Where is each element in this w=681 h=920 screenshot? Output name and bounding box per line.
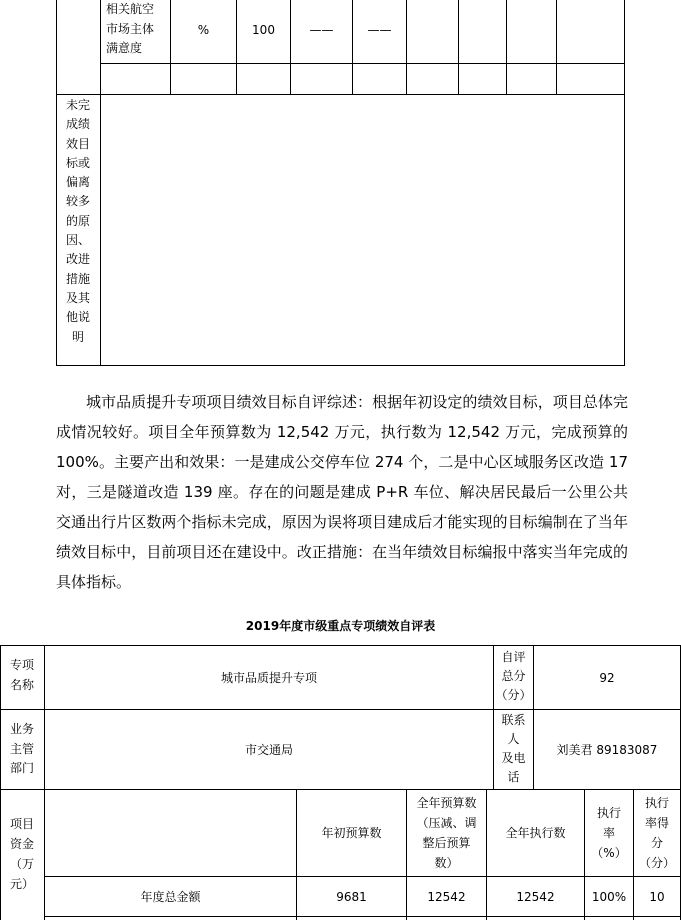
self-score-label: 自评 总分 （分） — [495, 650, 532, 702]
row-label-annual-total: 年度总金额 — [140, 889, 201, 904]
contact-label: 联系 人 及电 话 — [501, 713, 526, 784]
row-initial-budget: 9681 — [336, 889, 367, 904]
funds-label: 项目 资金 （万 元） — [9, 817, 34, 891]
dept: 市交通局 — [244, 742, 293, 757]
row-exec-score: 10 — [649, 889, 665, 904]
indicator-col4: —— — [309, 23, 334, 37]
indicator-name: 相关航空 市场主体 满意度 — [106, 2, 155, 55]
row-annual-exec: 12542 — [516, 889, 555, 904]
header-exec-rate: 执行 率 （%） — [591, 806, 627, 860]
summary-paragraph: 城市品质提升专项项目绩效目标自评综述：根据年初设定的绩效目标，项目总体完成情况较好。项目全年预算数为 12,542 万元，执行数为 12,542 万元，完成预算的 100%。主要产出和效果：一是建成公交停车位 274 个，二是中心区域服务区改造 17 对，三是隧道改造 139 座。存在的问题是建成 P+R 车位、解决居民最后一公里公共交通出行片区数两个指标未完成，原因为误将项目建成后才能实现的目标编制在了当年绩效目标中，目前项目还在建设中。改正措施：在当年绩效目标编报中落实当年完成的具体指标。 — [56, 393, 628, 591]
header-annual-budget: 全年预算数 （压减、调 整后预算 数） — [416, 796, 477, 870]
self-score: 92 — [599, 670, 615, 685]
header-exec-score: 执行 率得 分 （分） — [638, 796, 675, 870]
row-exec-rate: 100% — [591, 889, 627, 904]
indicator-col5: —— — [367, 23, 392, 37]
header-annual-exec: 全年执行数 — [505, 826, 566, 840]
contact: 刘美君 89183087 — [556, 742, 658, 757]
dept-label: 业务 主管 部门 — [9, 722, 34, 775]
project-name: 城市品质提升专项 — [220, 670, 317, 685]
indicator-target: 100 — [252, 23, 275, 37]
header-initial-budget: 年初预算数 — [321, 826, 382, 840]
remark-label: 未完 成绩 效目 标或 偏离 较多 的原 因、 改进 措施 及其 他说 明 — [65, 98, 90, 344]
row-annual-budget: 12542 — [427, 889, 466, 904]
project-name-label: 专项 名称 — [9, 658, 34, 692]
table-title: 2019年度市级重点专项绩效自评表 — [245, 619, 436, 633]
indicator-unit: % — [197, 23, 210, 37]
